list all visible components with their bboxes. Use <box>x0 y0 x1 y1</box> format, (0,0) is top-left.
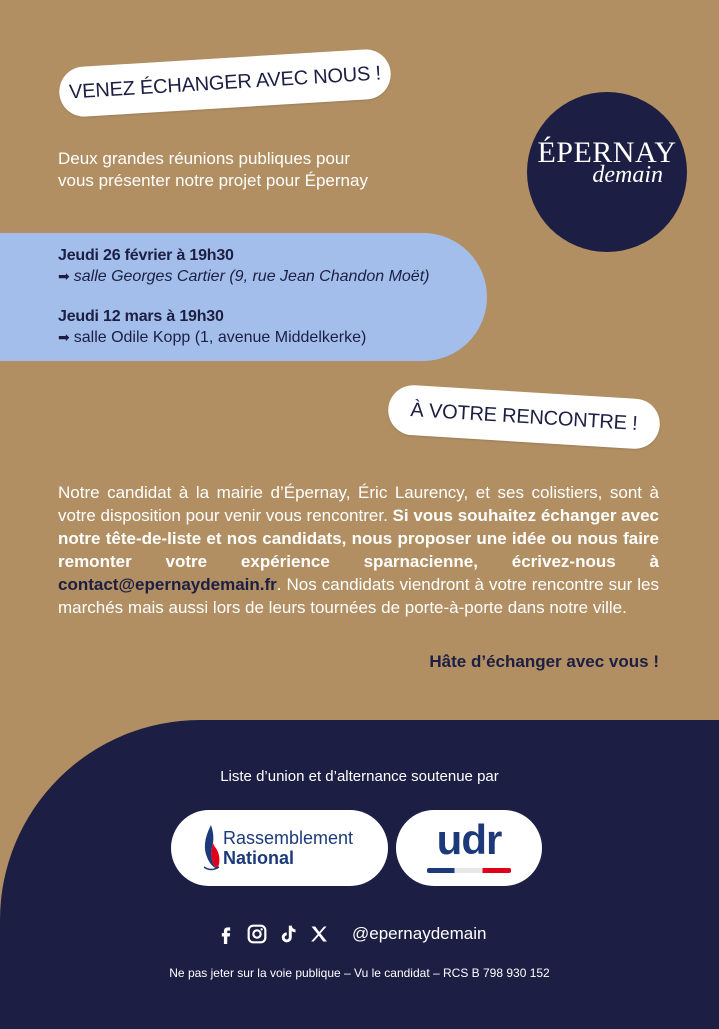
event-place <box>58 327 366 348</box>
meeting-pill <box>387 384 662 451</box>
legal-notice: Ne pas jeter sur la voie publique – Vu le candidat – RCS B 798 930 152 <box>169 966 550 980</box>
arrow-right-icon: ➡ <box>58 268 70 284</box>
x-icon[interactable] <box>308 923 330 945</box>
event-place <box>58 266 429 287</box>
instagram-icon[interactable] <box>246 923 268 945</box>
udr-tricolor-bar <box>427 868 511 873</box>
udr-logo-card <box>396 810 542 886</box>
intro-line-2: vous présenter notre projet pour Épernay <box>58 171 368 190</box>
epernay-demain-logo <box>527 92 687 252</box>
rn-text <box>223 828 353 868</box>
body-part-2-bold: Si vous souhaitez échanger avec notre tête-de-liste et nos candidats, nous proposer une idée ou nous faire remonter votre expérience sparnacienne, écrivez-nous à <box>58 506 659 571</box>
arrow-right-icon: ➡ <box>58 329 70 345</box>
event-1 <box>58 245 429 287</box>
body-part-3: . Nos candidats viendront à votre rencontre sur les marchés mais aussi lors de leurs tournées de porte-à-porte dans notre ville. <box>58 575 659 617</box>
rn-line-1: Rassemblement <box>223 828 354 848</box>
header-pill <box>58 48 392 118</box>
support-label: Liste d’union et d’alternance soutenue par <box>220 768 499 785</box>
logo-sub-text: demain <box>592 162 663 188</box>
intro-line-1: Deux grandes réunions publiques pour <box>58 149 351 168</box>
events-band <box>0 233 487 361</box>
event-date: Jeudi 26 février à 19h30 <box>58 247 234 264</box>
body-paragraph <box>58 481 659 619</box>
rn-line-2: National <box>223 848 295 868</box>
tiktok-icon[interactable] <box>277 923 299 945</box>
rn-logo-card <box>171 810 388 886</box>
footer <box>0 720 719 1029</box>
event-place-text: salle Odile Kopp (1, avenue Middelkerke) <box>73 329 367 346</box>
event-date: Jeudi 12 mars à 19h30 <box>58 308 224 325</box>
event-place-text: salle Georges Cartier (9, rue Jean Chandon Moët) <box>73 268 430 285</box>
event-2 <box>58 306 366 348</box>
meeting-pill-text: À VOTRE RENCONTRE ! <box>409 398 639 435</box>
header-pill-text: VENEZ ÉCHANGER AVEC NOUS ! <box>68 61 382 104</box>
contact-email-link[interactable]: contact@epernaydemain.fr <box>58 575 277 594</box>
rn-flame-icon <box>199 823 223 873</box>
closing-text: Hâte d’échanger avec vous ! <box>429 652 659 671</box>
social-handle[interactable]: @epernaydemain <box>352 924 487 943</box>
logo-main-text: ÉPERNAY <box>537 136 677 169</box>
udr-text: udr <box>436 816 502 863</box>
social-row <box>215 920 486 948</box>
intro-text <box>58 148 438 192</box>
facebook-icon[interactable] <box>215 923 237 945</box>
body-part-1: Notre candidat à la mairie d’Épernay, Éric Laurency, et ses colistiers, sont à votre disposition pour venir vous rencontrer. <box>58 483 659 525</box>
